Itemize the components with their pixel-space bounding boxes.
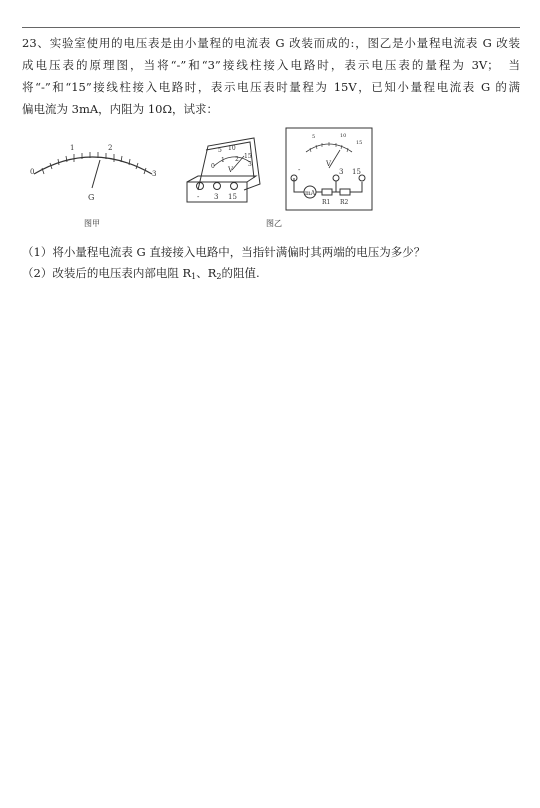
figure-b-dial-2: 2: [235, 156, 239, 163]
problem-line-2: 成电压表的原理图，当将“-”和“3”接线柱接入电路时，表示电压表的量程为 3V； 当: [22, 58, 520, 72]
figure-a-scale-3: 3: [152, 170, 157, 178]
question-2-prefix: （2）改装后的电压表内部电阻 R: [22, 266, 192, 280]
figure-b-terminal-3: 3: [214, 193, 219, 201]
question-2-mid: 、R: [196, 266, 217, 280]
figure-b-panel-10: 10: [340, 133, 347, 139]
question-1: （1）将小量程电流表 G 直接接入电路中，当指针满偏时其两端的电压为多少？: [22, 245, 426, 259]
figure-meters: [22, 126, 382, 238]
figure-b-dial-1: 1: [221, 157, 225, 164]
figure-b-panel-r1: R1: [322, 199, 331, 206]
figure-b-caption: 图乙: [266, 219, 282, 228]
figure-b-panel-minus: -: [298, 166, 301, 174]
figure-b-panel-ma: mA: [305, 190, 316, 197]
figure-b-panel-15: 15: [352, 168, 361, 176]
figure-b-dial-0: 0: [211, 163, 215, 170]
header-rule: [22, 27, 520, 28]
figure-a-scale-1: 1: [70, 144, 75, 152]
question-2-sub2: 2: [216, 272, 222, 281]
figure-b-dial-5: 5: [218, 147, 222, 154]
problem-line-3: 将“-”和“15”接线柱接入电路时，表示电压表时量程为 15V，已知小量程电流表 G 的满: [22, 80, 520, 94]
figure-b-dial-15: 15: [244, 153, 252, 160]
problem-line-4: 偏电流为 3mA，内阻为 10Ω，试求：: [22, 102, 219, 116]
figure-a-scale-2: 2: [108, 144, 113, 152]
figure-a-galvanometer-scale: [34, 152, 152, 188]
figure-b-panel-3: 3: [339, 168, 344, 176]
figure-b-meter-letter: V: [228, 166, 234, 174]
figure-b-terminal-minus: -: [197, 193, 200, 201]
figure-b-panel-v: V: [326, 160, 332, 168]
figure-a-meter-letter: G: [88, 193, 95, 202]
figure-b-dial-10: 10: [228, 145, 236, 152]
problem-statement: [22, 32, 520, 120]
question-2-sub1: 1: [191, 272, 197, 281]
figure-a-scale-0: 0: [30, 168, 35, 176]
problem-line-1: 23、实验室使用的电压表是由小量程的电流表 G 改装而成的:，图乙是小量程电流表 G 改装: [22, 36, 520, 50]
question-2: [22, 263, 260, 287]
figure-b-panel-r2: R2: [340, 199, 349, 206]
figure-a-caption: 图甲: [84, 219, 100, 228]
figure-b-panel-15-top: 15: [356, 140, 363, 146]
question-2-suffix: 的阻值.: [221, 266, 260, 280]
figure-b-panel-5: 5: [312, 134, 316, 140]
figure-b-dial-3: 3: [248, 161, 252, 168]
figure-b-terminal-15: 15: [228, 193, 237, 201]
